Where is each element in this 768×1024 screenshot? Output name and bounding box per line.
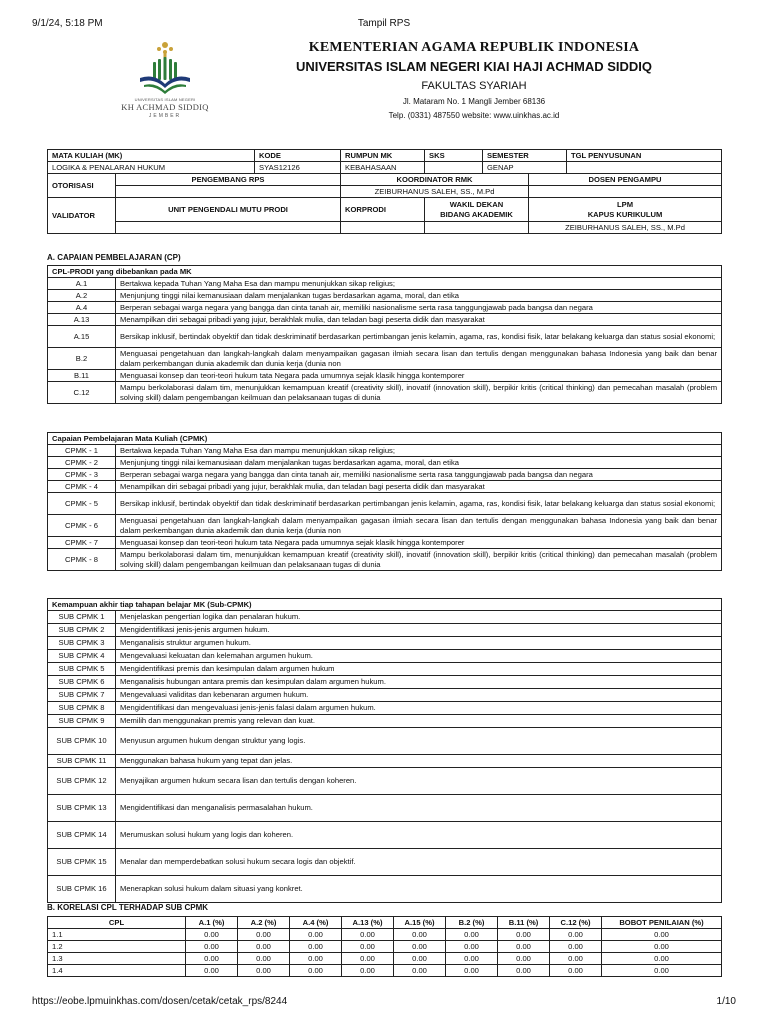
row-code: SUB CPMK 10 <box>48 728 116 755</box>
korelasi-header-row <box>48 917 722 929</box>
percent-cell: 0.00 <box>186 965 238 977</box>
section-b-title: B. KORELASI CPL TERHADAP SUB CPMK <box>47 903 209 912</box>
column-header: A.4 (%) <box>290 917 342 929</box>
row-code: CPMK - 3 <box>48 469 116 481</box>
row-code: A.4 <box>48 302 116 314</box>
row-description: Mengidentifikasi dan mengevaluasi jenis-jenis falasi dalam argumen hukum. <box>116 702 722 715</box>
sub-cpmk-title: Kemampuan akhir tiap tahapan belajar MK (Sub-CPMK) <box>48 599 722 611</box>
row-description: Bertakwa kepada Tuhan Yang Maha Esa dan mampu menunjukkan sikap religius; <box>116 445 722 457</box>
table-row <box>48 965 722 977</box>
row-code: SUB CPMK 6 <box>48 676 116 689</box>
row-code: A.2 <box>48 290 116 302</box>
row-code: SUB CPMK 8 <box>48 702 116 715</box>
table-row <box>48 849 722 876</box>
percent-cell: 0.00 <box>290 953 342 965</box>
table-row <box>48 795 722 822</box>
cpmk-title: Capaian Pembelajaran Mata Kuliah (CPMK) <box>48 433 722 445</box>
row-code: SUB CPMK 12 <box>48 768 116 795</box>
value-dosen-pengampu <box>529 186 722 198</box>
percent-cell: 0.00 <box>186 929 238 941</box>
row-description: Menggunakan bahasa hukum yang tepat dan jelas. <box>116 755 722 768</box>
label-semester: SEMESTER <box>483 150 567 162</box>
lpm-line2: KAPUS KURIKULUM <box>587 209 663 219</box>
percent-cell: 0.00 <box>602 965 722 977</box>
percent-cell: 0.00 <box>342 929 394 941</box>
sub-cpmk-title-row <box>48 599 722 611</box>
print-page-title: Tampil RPS <box>357 18 411 29</box>
percent-cell: 0.00 <box>342 953 394 965</box>
percent-cell: 0.00 <box>238 941 290 953</box>
label-unit-pengendali: UNIT PENGENDALI MUTU PRODI <box>116 198 341 222</box>
row-code: B.2 <box>48 348 116 370</box>
label-rumpun: RUMPUN MK <box>341 150 425 162</box>
table-row <box>48 702 722 715</box>
column-header: C.12 (%) <box>550 917 602 929</box>
row-description: Bersikap inklusif, bertindak obyektif dan tidak deskriminatif berdasarkan pertimbangan jenis kelamin, agama, ras, kondisi fisik, latar belakang keluarga dan status sosial ekonomi; <box>116 326 722 348</box>
table-row <box>48 469 722 481</box>
row-description: Mengidentifikasi dan menganalisis permasalahan hukum. <box>116 795 722 822</box>
percent-cell: 0.00 <box>550 965 602 977</box>
label-mata-kuliah: MATA KULIAH (MK) <box>48 150 255 162</box>
lpm-line1: LPM <box>617 199 634 209</box>
column-header: B.11 (%) <box>498 917 550 929</box>
percent-cell: 0.00 <box>602 929 722 941</box>
print-datetime: 9/1/24, 5:18 PM <box>32 18 103 29</box>
table-row <box>48 302 722 314</box>
row-description: Menampilkan diri sebagai pribadi yang jujur, berakhlak mulia, dan teladan bagi peserta didik dan masyarakat <box>116 481 722 493</box>
row-description: Berperan sebagai warga negara yang bangga dan cinta tanah air, memiliki nasionalisme serta rasa tanggungjawab pada bangsa dan negara <box>116 302 722 314</box>
table-row <box>48 537 722 549</box>
percent-cell: 0.00 <box>342 965 394 977</box>
row-description: Memilih dan menggunakan premis yang relevan dan kuat. <box>116 715 722 728</box>
cpl-code-cell: 1.4 <box>48 965 186 977</box>
percent-cell: 0.00 <box>498 953 550 965</box>
row-code: CPMK - 5 <box>48 493 116 515</box>
row-description: Bersikap inklusif, bertindak obyektif dan tidak deskriminatif berdasarkan pertimbangan jenis kelamin, agama, ras, kondisi fisik, latar belakang keluarga dan status sosial ekonomi; <box>116 493 722 515</box>
table-row <box>48 624 722 637</box>
row-description: Mampu berkolaborasi dalam tim, menunjukkan kemampuan kreatif (creativity skill), inovatif (innovation skill), berpikir kritis (critical thinking) dan pemecahan masalah (problem solving skill) dalam pengembangan keilmuan dan pelaksanaan tugas di dunia <box>116 382 722 404</box>
row-code: SUB CPMK 7 <box>48 689 116 702</box>
row-description: Menyusun argumen hukum dengan struktur yang logis. <box>116 728 722 755</box>
print-url: https://eobe.lpmuinkhas.com/dosen/cetak/cetak_rps/8244 <box>32 996 288 1007</box>
cpl-code-cell: 1.2 <box>48 941 186 953</box>
table-row <box>48 457 722 469</box>
value-lpm: ZEIBURHANUS SALEH, SS., M.Pd <box>529 222 722 234</box>
value-pengembang-rps <box>116 186 341 198</box>
table-row <box>48 348 722 370</box>
label-validator: VALIDATOR <box>48 198 116 234</box>
university-name: UNIVERSITAS ISLAM NEGERI KIAI HAJI ACHMAD SIDDIQ <box>295 59 653 74</box>
value-unit-pengendali <box>116 222 341 234</box>
table-row <box>48 278 722 290</box>
row-code: C.12 <box>48 382 116 404</box>
row-code: SUB CPMK 16 <box>48 876 116 903</box>
row-description: Menganalisis struktur argumen hukum. <box>116 637 722 650</box>
row-description: Merumuskan solusi hukum yang logis dan koheren. <box>116 822 722 849</box>
row-description: Menjelaskan pengertian logika dan penalaran hukum. <box>116 611 722 624</box>
value-rumpun: KEBAHASAAN <box>341 162 425 174</box>
university-logo <box>110 40 220 122</box>
cpmk-title-row <box>48 433 722 445</box>
table-row <box>48 370 722 382</box>
row-code: SUB CPMK 4 <box>48 650 116 663</box>
table-row <box>48 715 722 728</box>
table-row <box>48 637 722 650</box>
cpl-title: CPL-PRODI yang dibebankan pada MK <box>48 266 722 278</box>
row-description: Menyajikan argumen hukum secara lisan dan tertulis dengan koheren. <box>116 768 722 795</box>
percent-cell: 0.00 <box>394 941 446 953</box>
percent-cell: 0.00 <box>498 941 550 953</box>
row-description: Bertakwa kepada Tuhan Yang Maha Esa dan mampu menunjukkan sikap religius; <box>116 278 722 290</box>
percent-cell: 0.00 <box>238 929 290 941</box>
percent-cell: 0.00 <box>446 965 498 977</box>
value-wakil-dekan <box>425 222 529 234</box>
row-code: SUB CPMK 13 <box>48 795 116 822</box>
print-header <box>32 18 736 32</box>
column-header: A.2 (%) <box>238 917 290 929</box>
row-code: SUB CPMK 2 <box>48 624 116 637</box>
row-description: Mampu berkolaborasi dalam tim, menunjukkan kemampuan kreatif (creativity skill), inovatif (innovation skill), berpikir kritis (critical thinking) dan pemecahan masalah (problem solving skill) dalam pengembangan keilmuan dan pelaksanaan tugas di dunia <box>116 549 722 571</box>
row-code: SUB CPMK 15 <box>48 849 116 876</box>
table-row <box>48 941 722 953</box>
table-row <box>48 728 722 755</box>
label-korprodi: KORPRODI <box>341 198 425 222</box>
row-code: CPMK - 8 <box>48 549 116 571</box>
cpmk-table <box>47 432 722 571</box>
logo-city: JEMBER <box>148 113 182 119</box>
sub-cpmk-table <box>47 598 722 903</box>
row-code: SUB CPMK 9 <box>48 715 116 728</box>
table-row <box>48 929 722 941</box>
column-header: BOBOT PENILAIAN (%) <box>602 917 722 929</box>
label-otorisasi: OTORISASI <box>48 174 116 198</box>
column-header: A.1 (%) <box>186 917 238 929</box>
table-row <box>48 382 722 404</box>
contact: Telp. (0331) 487550 website: www.uinkhas.ac.id <box>388 111 560 120</box>
column-header: A.13 (%) <box>342 917 394 929</box>
percent-cell: 0.00 <box>342 941 394 953</box>
percent-cell: 0.00 <box>290 929 342 941</box>
table-row <box>48 493 722 515</box>
percent-cell: 0.00 <box>446 929 498 941</box>
faculty-name: FAKULTAS SYARIAH <box>421 80 527 92</box>
table-row <box>48 611 722 624</box>
row-code: SUB CPMK 3 <box>48 637 116 650</box>
table-row <box>48 676 722 689</box>
percent-cell: 0.00 <box>498 965 550 977</box>
percent-cell: 0.00 <box>290 965 342 977</box>
column-header: A.15 (%) <box>394 917 446 929</box>
row-code: CPMK - 4 <box>48 481 116 493</box>
letterhead <box>220 40 728 121</box>
row-code: A.15 <box>48 326 116 348</box>
print-footer <box>32 996 736 1010</box>
cpl-code-cell: 1.1 <box>48 929 186 941</box>
label-kode: KODE <box>255 150 341 162</box>
logo-emblem-icon <box>132 40 198 96</box>
percent-cell: 0.00 <box>446 941 498 953</box>
ministry-name: KEMENTERIAN AGAMA REPUBLIK INDONESIA <box>308 40 640 55</box>
percent-cell: 0.00 <box>602 953 722 965</box>
table-row <box>48 768 722 795</box>
row-description: Menguasai pengetahuan dan langkah-langkah dalam menyampaikan gagasan ilmiah secara lisan dan tertulis dengan menggunakan bahasa Indonesia yang baik dan benar dalam perkembangan dunia akademik dan dunia kerja (dunia non <box>116 348 722 370</box>
percent-cell: 0.00 <box>238 965 290 977</box>
label-dosen-pengampu: DOSEN PENGAMPU <box>529 174 722 186</box>
table-row <box>48 314 722 326</box>
value-kode: SYAS12126 <box>255 162 341 174</box>
logo-name: KH ACHMAD SIDDIQ <box>121 102 209 112</box>
table-row <box>48 445 722 457</box>
row-code: SUB CPMK 11 <box>48 755 116 768</box>
table-row <box>48 549 722 571</box>
row-description: Menalar dan memperdebatkan solusi hukum secara logis dan objektif. <box>116 849 722 876</box>
table-row <box>48 755 722 768</box>
row-code: CPMK - 6 <box>48 515 116 537</box>
table-row <box>48 481 722 493</box>
table-row <box>48 689 722 702</box>
row-description: Menganalisis hubungan antara premis dan kesimpulan dalam argumen hukum. <box>116 676 722 689</box>
label-lpm <box>529 198 722 222</box>
table-row <box>48 290 722 302</box>
label-tgl-penyusunan: TGL PENYUSUNAN <box>567 150 722 162</box>
row-description: Mengidentifikasi jenis-jenis argumen hukum. <box>116 624 722 637</box>
table-row <box>48 650 722 663</box>
percent-cell: 0.00 <box>186 953 238 965</box>
percent-cell: 0.00 <box>446 953 498 965</box>
row-description: Menjunjung tinggi nilai kemanusiaan dalam menjalankan tugas berdasarkan agama, moral, dan etika <box>116 290 722 302</box>
table-row <box>48 953 722 965</box>
row-code: A.1 <box>48 278 116 290</box>
percent-cell: 0.00 <box>498 929 550 941</box>
row-description: Berperan sebagai warga negara yang bangga dan cinta tanah air, memiliki nasionalisme serta rasa tanggungjawab pada bangsa dan negara <box>116 469 722 481</box>
row-description: Mengidentifikasi premis dan kesimpulan dalam argumen hukum <box>116 663 722 676</box>
table-row <box>48 515 722 537</box>
value-sks <box>425 162 483 174</box>
section-a-title: A. CAPAIAN PEMBELAJARAN (CP) <box>47 253 181 262</box>
table-row <box>48 876 722 903</box>
percent-cell: 0.00 <box>602 941 722 953</box>
row-code: SUB CPMK 5 <box>48 663 116 676</box>
table-row <box>48 326 722 348</box>
percent-cell: 0.00 <box>550 953 602 965</box>
row-code: SUB CPMK 14 <box>48 822 116 849</box>
percent-cell: 0.00 <box>238 953 290 965</box>
row-code: B.11 <box>48 370 116 382</box>
table-row <box>48 822 722 849</box>
row-description: Menguasai konsep dan teori-teori hukum tata Negara pada umumnya sejak klasik hingga kontemporer <box>116 370 722 382</box>
column-header: B.2 (%) <box>446 917 498 929</box>
label-wakil-dekan <box>425 198 529 222</box>
address: Jl. Mataram No. 1 Mangli Jember 68136 <box>402 97 546 106</box>
value-korprodi <box>341 222 425 234</box>
row-code: CPMK - 1 <box>48 445 116 457</box>
value-tgl <box>567 162 722 174</box>
row-code: A.13 <box>48 314 116 326</box>
percent-cell: 0.00 <box>186 941 238 953</box>
percent-cell: 0.00 <box>550 929 602 941</box>
row-description: Menjunjung tinggi nilai kemanusiaan dalam menjalankan tugas berdasarkan agama, moral, dan etika <box>116 457 722 469</box>
percent-cell: 0.00 <box>394 965 446 977</box>
row-description: Mengevaluasi validitas dan kebenaran argumen hukum. <box>116 689 722 702</box>
label-pengembang-rps: PENGEMBANG RPS <box>116 174 341 186</box>
row-description: Menguasai konsep dan teori-teori hukum tata Negara pada umumnya sejak klasik hingga kontemporer <box>116 537 722 549</box>
row-description: Menerapkan solusi hukum dalam situasi yang konkret. <box>116 876 722 903</box>
percent-cell: 0.00 <box>394 953 446 965</box>
cpl-code-cell: 1.3 <box>48 953 186 965</box>
logo-small-text: UNIVERSITAS ISLAM NEGERI <box>134 97 196 102</box>
row-code: CPMK - 7 <box>48 537 116 549</box>
column-header: CPL <box>48 917 186 929</box>
print-page-number: 1/10 <box>716 996 736 1007</box>
cpl-title-row <box>48 266 722 278</box>
percent-cell: 0.00 <box>290 941 342 953</box>
value-mata-kuliah: LOGIKA & PENALARAN HUKUM <box>48 162 255 174</box>
row-description: Menguasai pengetahuan dan langkah-langkah dalam menyampaikan gagasan ilmiah secara lisan dan tertulis dengan menggunakan bahasa Indonesia yang baik dan benar dalam perkembangan dunia akademik dan dunia kerja (dunia non <box>116 515 722 537</box>
course-info-table <box>47 149 722 234</box>
label-sks: SKS <box>425 150 483 162</box>
row-code: SUB CPMK 1 <box>48 611 116 624</box>
value-semester: GENAP <box>483 162 567 174</box>
korelasi-table <box>47 916 722 977</box>
table-row <box>48 663 722 676</box>
label-koordinator-rmk: KOORDINATOR RMK <box>341 174 529 186</box>
percent-cell: 0.00 <box>550 941 602 953</box>
value-koordinator-rmk: ZEIBURHANUS SALEH, SS., M.Pd <box>341 186 529 198</box>
row-description: Menampilkan diri sebagai pribadi yang jujur, berakhlak mulia, dan teladan bagi peserta didik dan masyarakat <box>116 314 722 326</box>
row-code: CPMK - 2 <box>48 457 116 469</box>
percent-cell: 0.00 <box>394 929 446 941</box>
row-description: Mengevaluasi kekuatan dan kelemahan argumen hukum. <box>116 650 722 663</box>
wakil-dekan-line2: BIDANG AKADEMIK <box>440 209 513 219</box>
cpl-table <box>47 265 722 404</box>
wakil-dekan-line1: WAKIL DEKAN <box>449 199 504 209</box>
